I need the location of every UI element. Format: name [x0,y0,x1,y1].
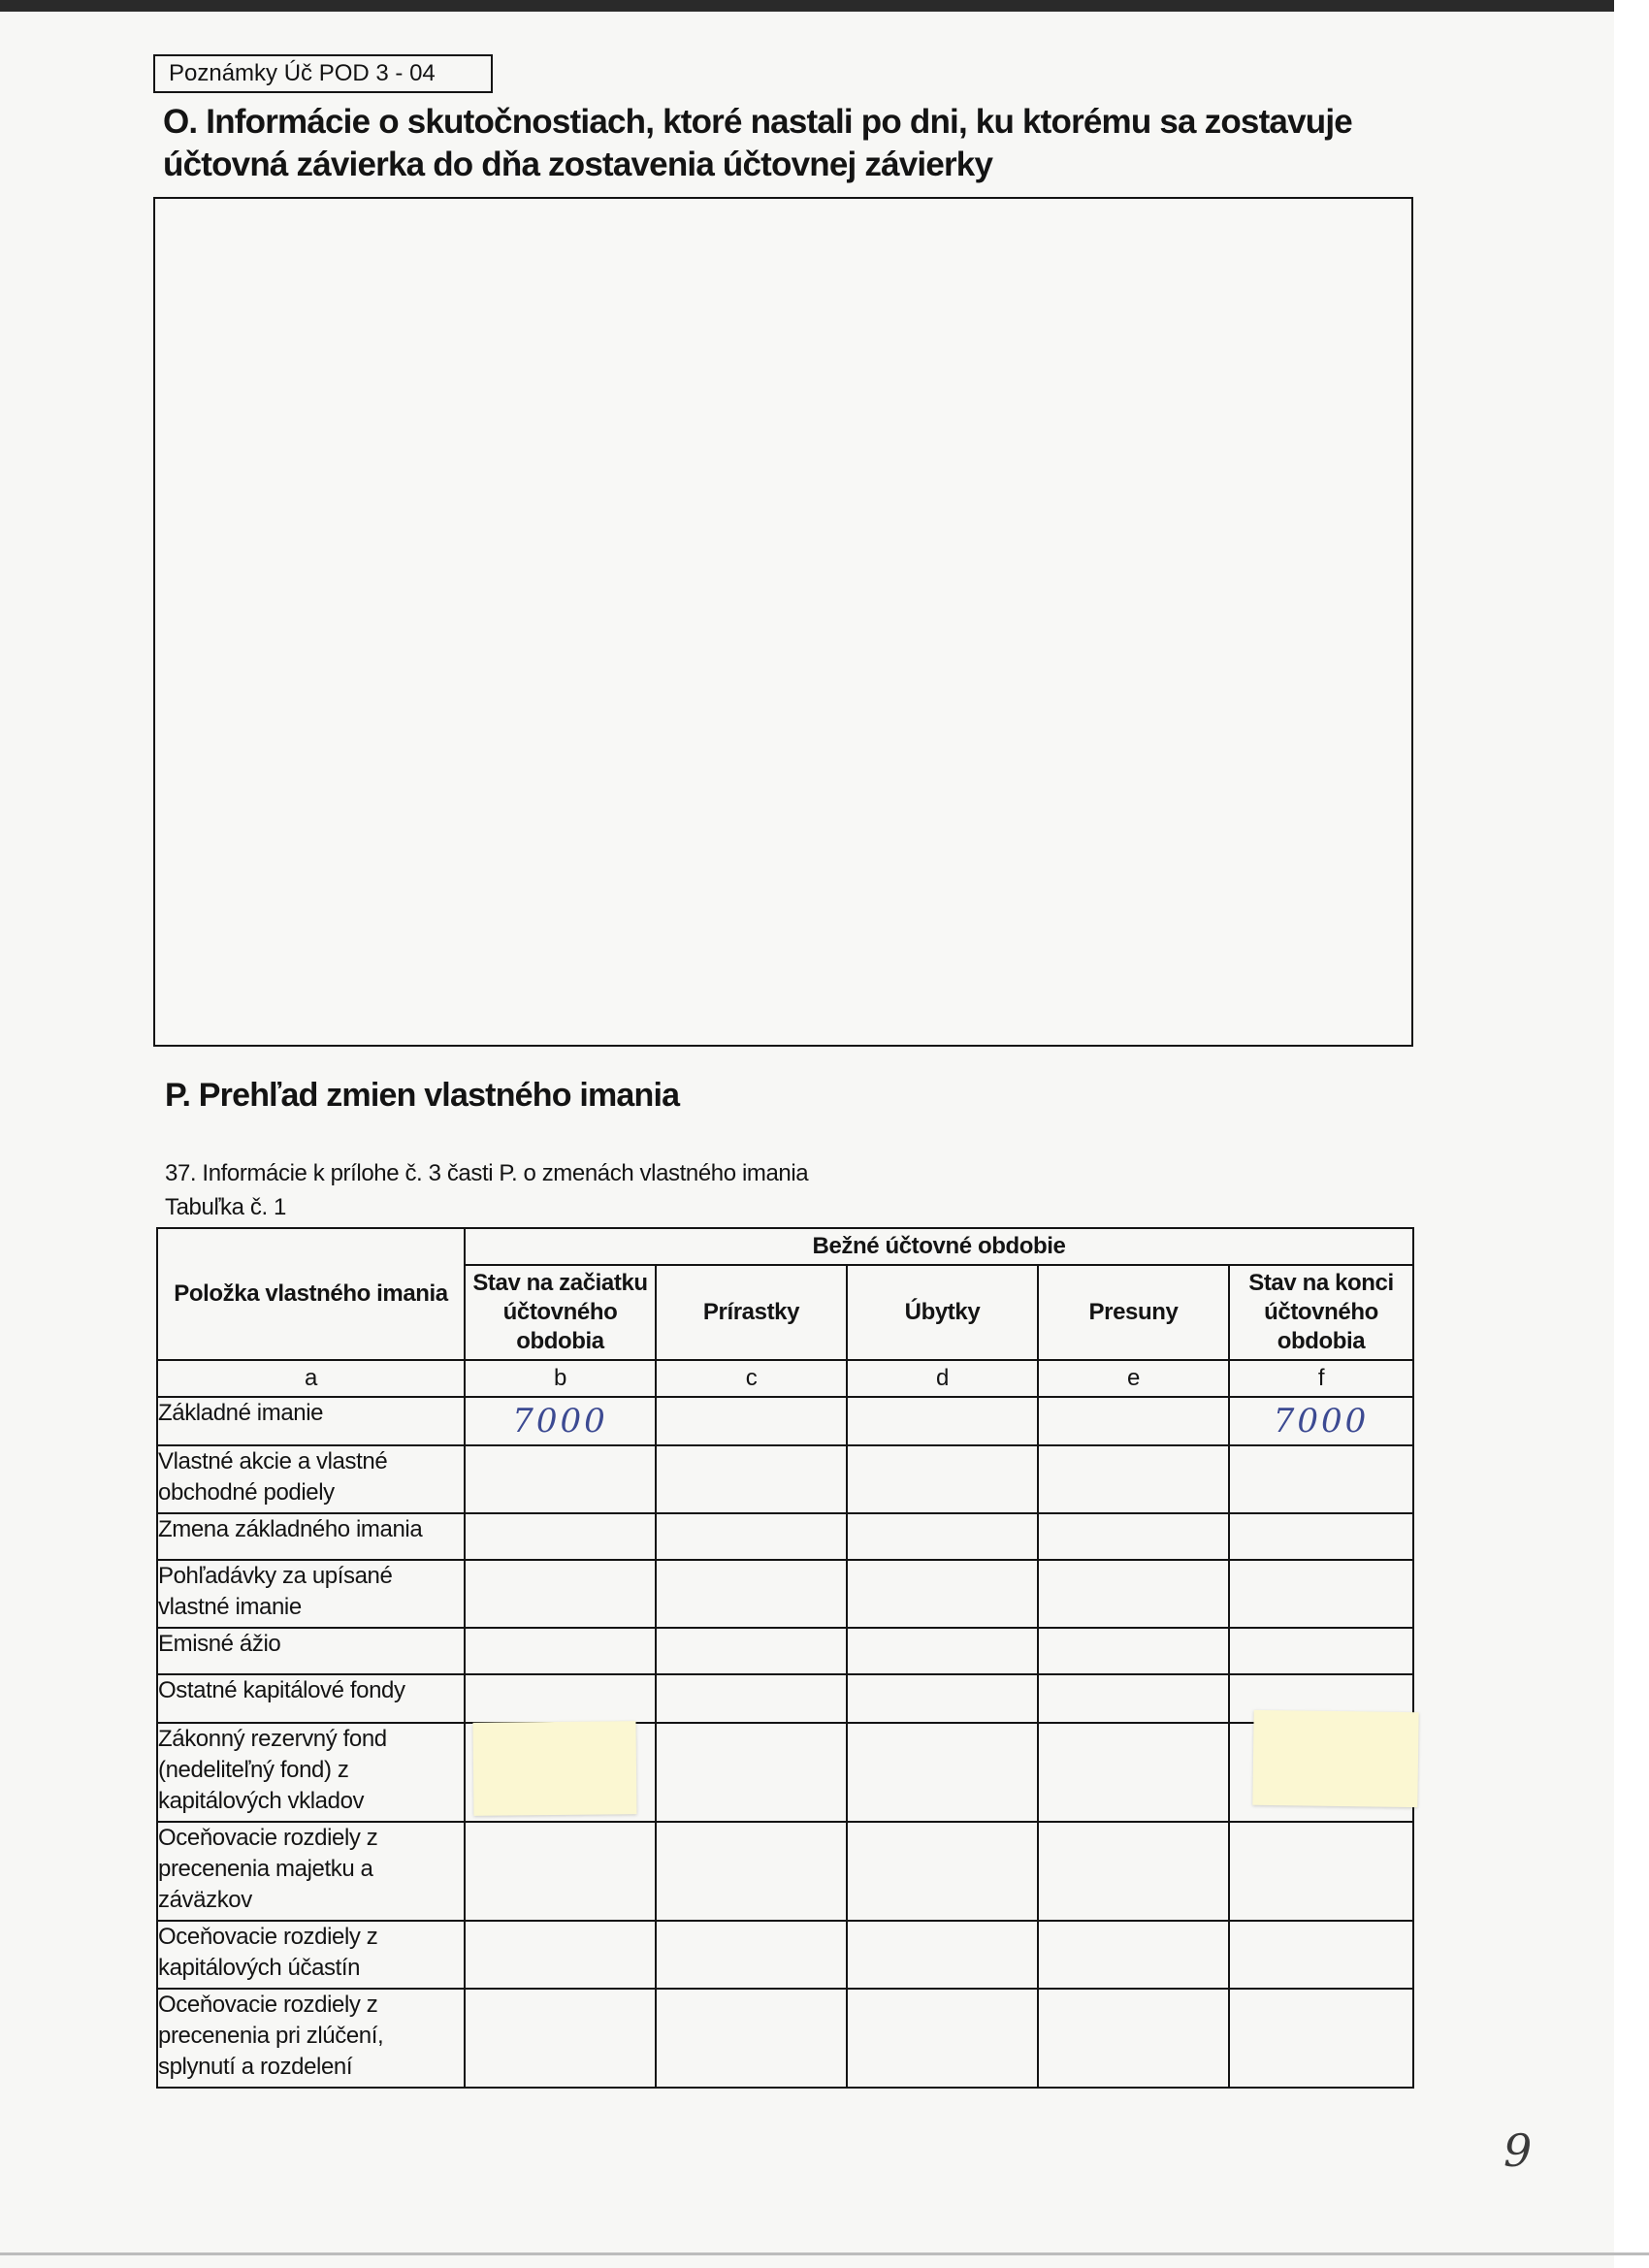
cell-b [465,1674,656,1723]
cell-d [847,1513,1038,1560]
section-p-info: 37. Informácie k prílohe č. 3 časti P. o zmenách vlastného imania [165,1160,809,1186]
header-col-d: Úbytky [847,1265,1038,1360]
letter-f: f [1229,1360,1413,1397]
cell-d [847,1723,1038,1822]
table-row [157,1822,1413,1921]
cell-e [1038,1989,1229,2088]
header-col-e: Presuny [1038,1265,1229,1360]
cell-f [1229,1989,1413,2088]
cell-f [1229,1560,1413,1628]
cell-b: 7000 [465,1397,656,1445]
cell-b [465,1822,656,1921]
table-letter-row [157,1360,1413,1397]
cell-f [1229,1822,1413,1921]
letter-a: a [157,1360,465,1397]
scan-bottom-edge [0,2252,1649,2255]
scan-right-margin [1614,0,1649,2268]
cell-d [847,1445,1038,1513]
cell-c [656,1397,847,1445]
row-label: Oceňovacie rozdiely z precenenia pri zlúčení, splynutí a rozdelení [157,1989,465,2088]
row-label: Pohľadávky za upísané vlastné imanie [157,1560,465,1628]
cell-e [1038,1560,1229,1628]
row-label: Oceňovacie rozdiely z precenenia majetku a záväzkov [157,1822,465,1921]
cell-b [465,1921,656,1989]
sticky-note-right [1252,1710,1418,1807]
cell-f [1229,1628,1413,1674]
sticky-note-left [473,1721,637,1816]
section-o-title [163,101,1385,186]
letter-d: d [847,1360,1038,1397]
section-o-content-box [153,197,1413,1047]
cell-d [847,1921,1038,1989]
table-row [157,1513,1413,1560]
cell-e [1038,1921,1229,1989]
cell-c [656,1921,847,1989]
cell-b [465,1560,656,1628]
cell-f: 7000 [1229,1397,1413,1445]
row-label: Emisné ážio [157,1628,465,1674]
cell-c [656,1628,847,1674]
cell-d [847,1560,1038,1628]
cell-d [847,1989,1038,2088]
cell-d [847,1822,1038,1921]
cell-e [1038,1513,1229,1560]
cell-b [465,1628,656,1674]
cell-e [1038,1723,1229,1822]
cell-d [847,1628,1038,1674]
cell-e [1038,1628,1229,1674]
page-number: 9 [1504,2124,1533,2177]
table-row [157,1560,1413,1628]
letter-e: e [1038,1360,1229,1397]
cell-c [656,1674,847,1723]
row-label: Zmena základného imania [157,1513,465,1560]
document-tag: Poznámky Úč POD 3 - 04 [153,54,493,93]
row-label: Zákonný rezervný fond (nedeliteľný fond) z kapitálových vkladov [157,1723,465,1822]
table-row [157,1674,1413,1723]
row-label: Základné imanie [157,1397,465,1445]
cell-b [465,1513,656,1560]
letter-c: c [656,1360,847,1397]
cell-f [1229,1921,1413,1989]
cell-c [656,1723,847,1822]
cell-c [656,1445,847,1513]
row-label: Oceňovacie rozdiely z kapitálových účastín [157,1921,465,1989]
cell-c [656,1513,847,1560]
cell-d [847,1397,1038,1445]
header-col-b: Stav na začiatku účtovného obdobia [465,1265,656,1360]
cell-c [656,1822,847,1921]
table-number: Tabuľka č. 1 [165,1194,286,1220]
cell-f [1229,1445,1413,1513]
section-o-title-line1: O. Informácie o skutočnostiach, ktoré nastali po dni, ku ktorému sa zostavuje [163,103,1352,141]
header-item: Položka vlastného imania [157,1228,465,1360]
table-row [157,1723,1413,1822]
table-body [157,1397,1413,2088]
scan-top-edge [0,0,1649,12]
table-row [157,1397,1413,1445]
header-col-f: Stav na konci účtovného obdobia [1229,1265,1413,1360]
table-row [157,1445,1413,1513]
cell-c [656,1560,847,1628]
table-header-row-1 [157,1228,1413,1265]
cell-e [1038,1674,1229,1723]
cell-e [1038,1822,1229,1921]
section-o-title-line2: účtovná závierka do dňa zostavenia účtovnej závierky [163,146,993,183]
row-label: Vlastné akcie a vlastné obchodné podiely [157,1445,465,1513]
header-current-period: Bežné účtovné obdobie [465,1228,1413,1265]
table-row [157,1989,1413,2088]
cell-e [1038,1445,1229,1513]
cell-b [465,1445,656,1513]
letter-b: b [465,1360,656,1397]
cell-b [465,1989,656,2088]
cell-f [1229,1513,1413,1560]
section-p-title: P. Prehľad zmien vlastného imania [165,1077,680,1114]
equity-changes-table [156,1227,1414,2089]
cell-c [656,1989,847,2088]
header-col-c: Prírastky [656,1265,847,1360]
cell-e [1038,1397,1229,1445]
table-row [157,1921,1413,1989]
table-row [157,1628,1413,1674]
cell-d [847,1674,1038,1723]
row-label: Ostatné kapitálové fondy [157,1674,465,1723]
